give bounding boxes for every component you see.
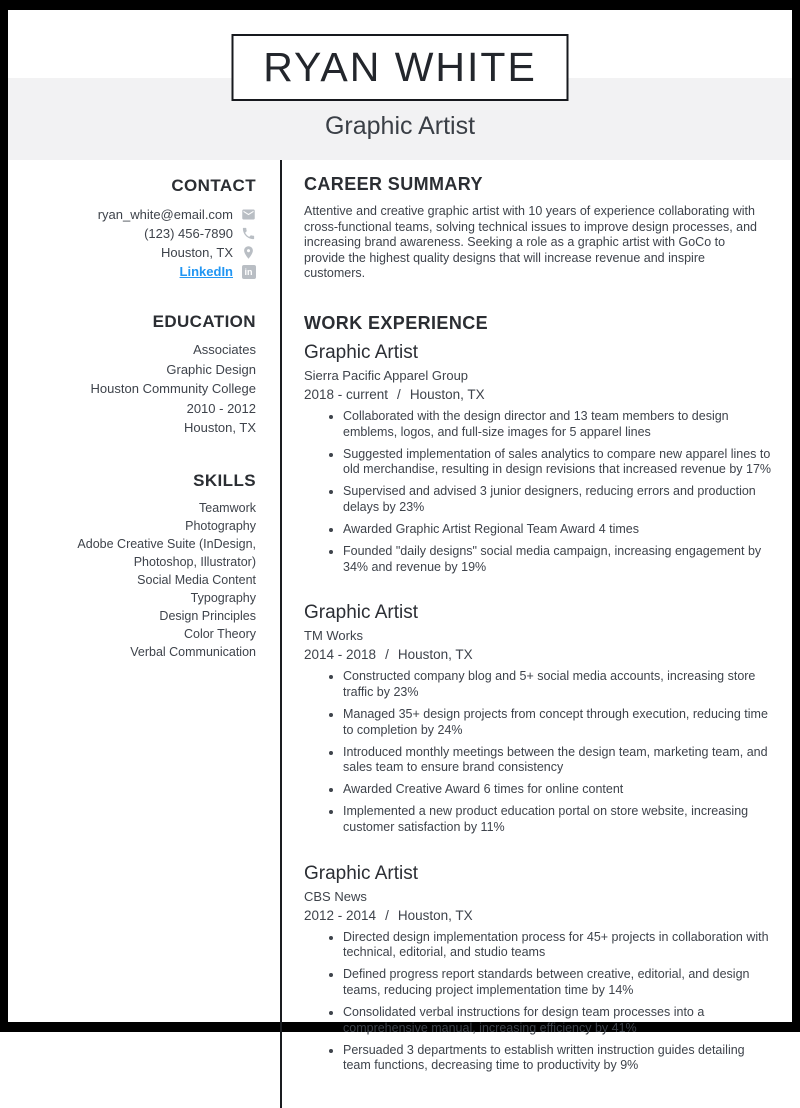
job-bullet: • Suggested implementation of sales analytics to compare new apparel lines to old merchandise, resulting in design revisions that increased revenue by 17% [343,447,774,478]
contact-heading: CONTACT [171,176,256,195]
linkedin-link[interactable]: LinkedIn [179,264,233,279]
job-bullet: • Constructed company blog and 5+ social media accounts, increasing store traffic by 23% [343,669,774,700]
job-location: Houston, TX [409,386,485,402]
skills-heading: SKILLS [193,470,256,490]
name-box [232,34,569,101]
skill-item: Verbal Communication [130,644,256,659]
skill-item: Social Media Content [137,572,256,587]
career-summary-heading: CAREER SUMMARY [304,174,483,194]
sidebar [8,160,282,1108]
email-value: ryan_white@email.com [97,207,233,222]
main-column [282,160,792,1108]
education-dates: 2010 - 2012 [186,400,256,416]
skill-item: Adobe Creative Suite (InDesign, Photoshop, Illustrator) [77,536,256,569]
job-meta [304,387,776,402]
job-meta [304,908,776,923]
job-location: Houston, TX [397,907,473,923]
job-bullet: • Supervised and advised 3 junior designers, reducing errors and production delays by 23% [343,484,774,515]
phone-value: (123) 456-7890 [144,226,233,241]
job-meta [304,647,776,662]
skills-list [18,499,256,661]
candidate-name: RYAN WHITE [263,44,537,90]
contact-rows [18,205,256,281]
job-bullet: • Consolidated verbal instructions for design team processes into a comprehensive manual, increasing efficiency by 41% [343,1005,774,1036]
resume-header [8,10,792,160]
skill-item: Design Principles [159,608,256,623]
job-company: CBS News [304,888,367,904]
skill-item: Color Theory [183,626,256,641]
job-meta-separator: / [397,386,401,402]
contact-email-row [18,205,256,224]
job-bullet: • Collaborated with the design director and 13 team members to design emblems, logos, and full-size images for 5 apparel lines [343,409,774,440]
job-bullet-list [304,930,774,1074]
job-meta-separator: / [385,907,389,923]
job-bullet: • Managed 35+ design projects from concept through execution, reducing time to completion by 24% [343,707,774,738]
email-icon [241,207,256,222]
job-dates: 2014 - 2018 [304,647,377,663]
education-block [18,340,256,438]
candidate-job-title: Graphic Artist [324,112,476,140]
job-bullet-list [304,669,774,835]
contact-phone-row [18,224,256,243]
job-meta-separator: / [385,647,389,663]
job-dates: 2012 - 2014 [304,907,377,923]
resume-body [8,160,792,1108]
job-dates: 2018 - current [304,386,389,402]
job-entry [304,863,776,1074]
job-bullet: • Directed design implementation process for 45+ projects in collaboration with technical, editorial, and studio teams [343,930,774,961]
education-major: Graphic Design [166,361,256,377]
skill-item: Teamwork [199,500,256,515]
linkedin-icon: in [241,264,256,279]
job-title: Graphic Artist [304,862,419,884]
job-bullet: • Awarded Graphic Artist Regional Team Award 4 times [343,522,774,538]
skill-item: Typography [190,590,256,605]
job-company: Sierra Pacific Apparel Group [304,367,469,383]
job-location: Houston, TX [397,647,473,663]
job-bullet: • Implemented a new product education portal on store website, increasing customer satisfaction by 11% [343,804,774,835]
contact-linkedin-row [18,262,256,281]
education-location: Houston, TX [183,420,256,435]
job-entry [304,602,776,835]
job-bullet: • Founded "daily designs" social media campaign, increasing engagement by 34% and revenue by 19% [343,544,774,575]
job-bullet: • Introduced monthly meetings between the design team, marketing team, and sales team to ensure brand consistency [343,745,774,776]
career-summary-text: Attentive and creative graphic artist with 10 years of experience collaborating with cross-functional teams, solving technical issues to improve design processes, and increasing brand awareness. Seeking a role as a graphic artist with GoCo to provide the highest quality designs that will increase revenue and inspire customers. [304,204,757,281]
job-bullet: • Persuaded 3 departments to establish written instruction guides detailing team functions, decreasing time to productivity by 9% [343,1043,774,1074]
job-entry [304,342,776,575]
skill-item: Photography [185,518,256,533]
location-pin-icon [241,245,256,260]
job-bullet: • Defined progress report standards between creative, editorial, and design teams, reducing project implementation time by 14% [343,967,774,998]
contact-location-row [18,243,256,262]
education-school: Houston Community College [90,381,256,396]
work-experience-heading: WORK EXPERIENCE [304,312,489,333]
job-title: Graphic Artist [304,602,419,624]
education-heading: EDUCATION [152,312,256,331]
job-bullet-list [304,409,774,575]
job-company: TM Works [304,628,363,644]
job-bullet: • Awarded Creative Award 6 times for online content [343,782,774,798]
location-value: Houston, TX [160,245,233,260]
education-degree: Associates [193,342,256,357]
phone-icon [241,226,256,241]
job-title: Graphic Artist [304,341,419,363]
